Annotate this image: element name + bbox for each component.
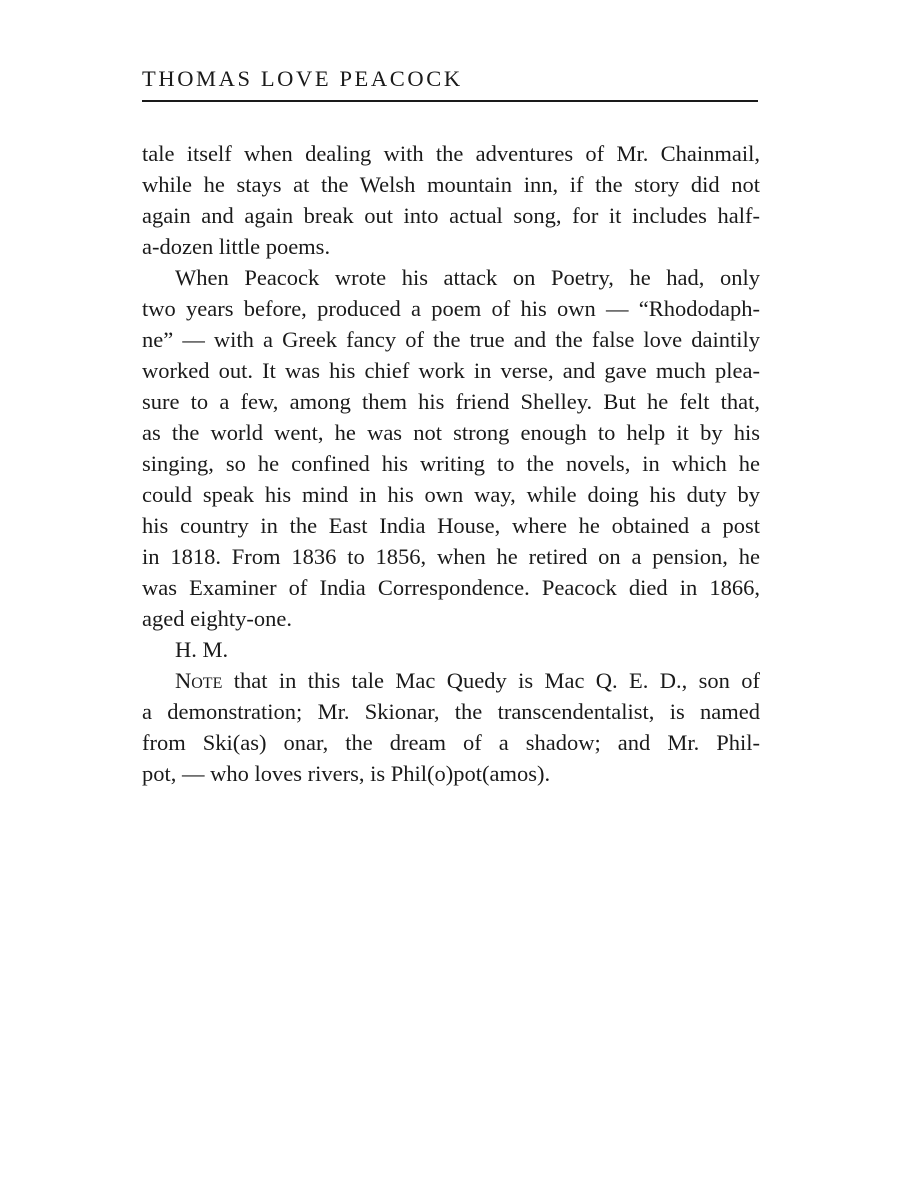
text-line: his country in the East India House, where he obtained a post: [142, 513, 760, 538]
text-line: sure to a few, among them his friend Shelley. But he felt that,: [142, 389, 760, 414]
note-lead-word: Note: [175, 668, 223, 693]
text-line: two years before, produced a poem of his own — “Rhododaph-: [142, 296, 760, 321]
text-line: singing, so he confined his writing to the novels, in which he: [142, 451, 760, 476]
header-rule: [142, 100, 758, 102]
text-line: ne” — with a Greek fancy of the true and the false love daintily: [142, 327, 760, 352]
text-line: pot, — who loves rivers, is Phil(o)pot(amos).: [142, 761, 551, 786]
paragraph-1: [142, 138, 760, 262]
paragraph-2: [142, 262, 760, 634]
text-line: worked out. It was his chief work in verse, and gave much plea-: [142, 358, 760, 383]
text-line: was Examiner of India Correspondence. Peacock died in 1866,: [142, 575, 760, 600]
text-line: from Ski(as) onar, the dream of a shadow; and Mr. Phil-: [142, 730, 760, 755]
running-head: THOMAS LOVE PEACOCK: [142, 66, 463, 91]
text-line: aged eighty-one.: [142, 606, 292, 631]
signature-paragraph: [142, 634, 760, 665]
text-line: could speak his mind in his own way, while doing his duty by: [142, 482, 760, 507]
text-line: When Peacock wrote his attack on Poetry, he had, only: [175, 265, 760, 290]
paragraph-note: [142, 665, 760, 789]
body-text: [142, 138, 760, 789]
text-line: a-dozen little poems.: [142, 234, 331, 259]
text-line: while he stays at the Welsh mountain inn, if the story did not: [142, 172, 760, 197]
text-line: a demonstration; Mr. Skionar, the transcendentalist, is named: [142, 699, 760, 724]
note-first-line-rest: that in this tale Mac Quedy is Mac Q. E. D., son of: [222, 668, 760, 693]
text-line: as the world went, he was not strong enough to help it by his: [142, 420, 760, 445]
text-line: [142, 665, 760, 696]
text-line: tale itself when dealing with the adventures of Mr. Chainmail,: [142, 141, 760, 166]
text-line: again and again break out into actual song, for it includes half-: [142, 203, 760, 228]
text-line: in 1818. From 1836 to 1856, when he retired on a pension, he: [142, 544, 760, 569]
signature-initials: H. M.: [175, 637, 229, 662]
